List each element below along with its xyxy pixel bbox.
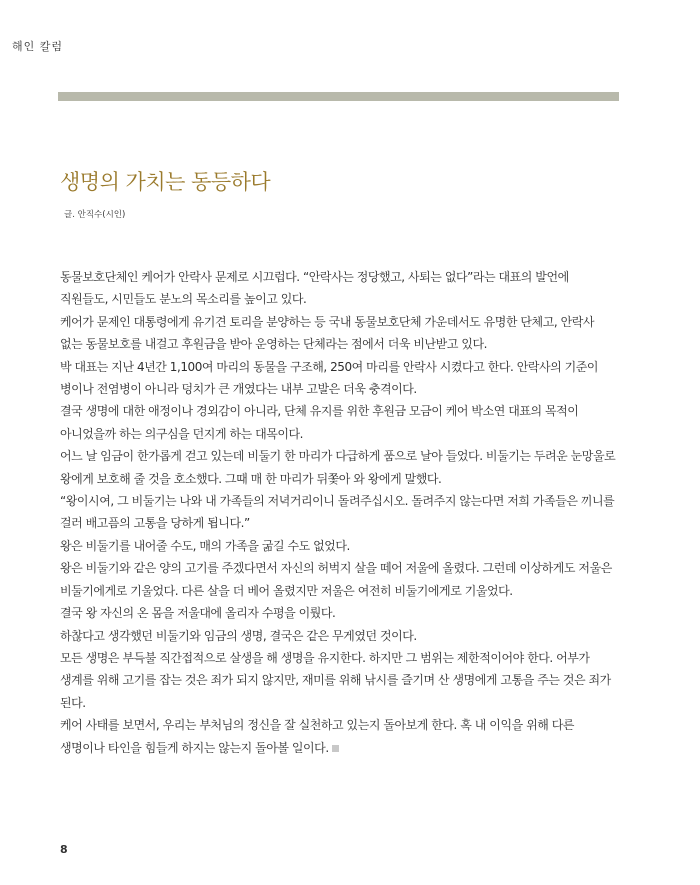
paragraph: 하찮다고 생각했던 비둘기와 임금의 생명, 결국은 같은 무게였던 것이다.	[60, 628, 417, 643]
paragraph: 결국 왕 자신의 온 몸을 저울대에 올리자 수평을 이뤘다.	[60, 606, 336, 621]
paragraph: 모든 생명은 부득불 직간접적으로 살생을 해 생명을 유지한다. 하지만 그 범위는 제한적이어야 한다. 어부가 생계를 위해 고기를 잡는 것은 죄가 되지 않지만, 재미를 위해 낚시를 즐기며 산 생명에게 고통을 주는 것은 죄가 된다.	[60, 650, 611, 710]
article-byline: 글. 안직수(시인)	[64, 210, 126, 220]
paragraph: 케어가 문제인 대통령에게 유기견 토리을 분양하는 등 국내 동물보호단체 가운데서도 유명한 단체고, 안락사 없는 동물보호를 내걸고 후원금을 받아 운영하는 단체라는 점에서 더욱 비난받고 있다.	[60, 314, 594, 352]
page-number: 8	[60, 843, 68, 856]
article-body	[60, 266, 618, 759]
paragraph-last	[60, 714, 618, 759]
paragraph: 동물보호단체인 케어가 안락사 문제로 시끄럽다. “안락사는 정당했고, 사퇴는 없다”라는 대표의 발언에 직원들도, 시민들도 분노의 목소리를 높이고 있다.	[60, 270, 569, 307]
paragraph: 박 대표는 지난 4년간 1,100여 마리의 동물을 구조해, 250여 마리를 안락사 시켰다고 한다. 안락사의 기준이 병이나 전염병이 아니라 덩치가 큰 개였다는 내부 고발은 더욱 충격이다.	[60, 359, 599, 397]
paragraph: “왕이시여, 그 비둘기는 나와 내 가족들의 저녁거리이니 돌려주십시오. 돌려주지 않는다면 저희 가족들은 끼니를 걸러 배고픔의 고통을 당하게 됩니다.”	[60, 494, 615, 531]
end-mark-square-icon	[332, 745, 339, 752]
paragraph-last-text: 케어 사태를 보면서, 우리는 부처님의 정신을 잘 실천하고 있는지 돌아보게 한다. 혹 내 이익을 위해 다른 생명이나 타인을 힘들게 하지는 않는지 돌아볼 일이다.	[60, 718, 575, 755]
article-title: 생명의 가치는 동등하다	[60, 170, 271, 194]
paragraph: 어느 날 임금이 한가롭게 걷고 있는데 비둘기 한 마리가 다급하게 품으로 날아 들었다. 비둘기는 두려운 눈망울로 왕에게 보호해 줄 것을 호소했다. 그때 매 한 마리가 뒤쫓아 와 왕에게 말했다.	[60, 449, 616, 486]
header-divider	[58, 92, 619, 101]
paragraph: 왕은 비둘기를 내어줄 수도, 매의 가족을 굶길 수도 없었다.	[60, 538, 350, 553]
paragraph: 왕은 비둘기와 같은 양의 고기를 주겠다면서 자신의 허벅지 살을 떼어 저울에 올렸다. 그런데 이상하게도 저울은 비둘기에게로 기울었다. 다른 살을 더 베어 올렸지만 저울은 여전히 비둘기에게로 기울었다.	[60, 561, 612, 598]
section-label: 해인 칼럼	[12, 40, 64, 53]
paragraph: 결국 생명에 대한 애정이나 경외감이 아니라, 단체 유지를 위한 후원금 모금이 케어 박소연 대표의 목적이 아니었을까 하는 의구심을 던지게 하는 대목이다.	[60, 404, 579, 441]
